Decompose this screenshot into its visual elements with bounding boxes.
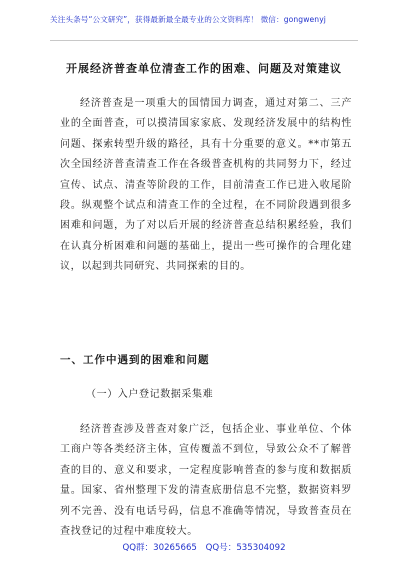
intro-paragraph: 经济普查是一项重大的国情国力调查，通过对第二、三产业的全面普查，可以摸清国家家底、发现经济发展中的结构性问题、探索转型升级的路径，具有十分重要的意义。**市第五次全国经济普查清查工作在各级普查机构的共同努力下，经过宣传、试点、清查等阶段的工作，目前清查工作已进入收尾阶段。纵观整个试点和清查工作的全过程，在不同阶段遇到很多困难和问题，为了对以后开展的经济普查总结积累经验，我们在认真分析困难和问题的基础上，提出一些可操作的合理化建议，以起到共同研究、共同探索的目的。 bbox=[60, 98, 352, 273]
document-title: 开展经济普查单位清查工作的困难、问题及对策建议 bbox=[66, 62, 342, 75]
subsection-heading: （一）入户登记数据采集难 bbox=[86, 389, 214, 400]
footer-contact-text: QQ群：30265665 QQ号：535304092 bbox=[122, 543, 286, 553]
header-promo-text: 关注头条号“公文研究”，获得最新最全最专业的公文资料库！ 微信：gongwenyj bbox=[50, 15, 326, 24]
body-paragraph: 经济普查涉及普查对象广泛，包括企业、事业单位、个体工商户等各类经济主体，宣传覆盖不到位，导致公众不了解普查的目的、意义和要求，一定程度影响普查的参与度和数据质量。国家、省州整理下发的清查底册信息不完整，数据资料罗列不完善、没有电话号码，信息不准确等情况，导致普查员在查找登记的过程中难度较大。 bbox=[60, 424, 352, 538]
section-heading: 一、工作中遇到的困难和问题 bbox=[60, 354, 210, 366]
header-divider bbox=[50, 40, 358, 41]
